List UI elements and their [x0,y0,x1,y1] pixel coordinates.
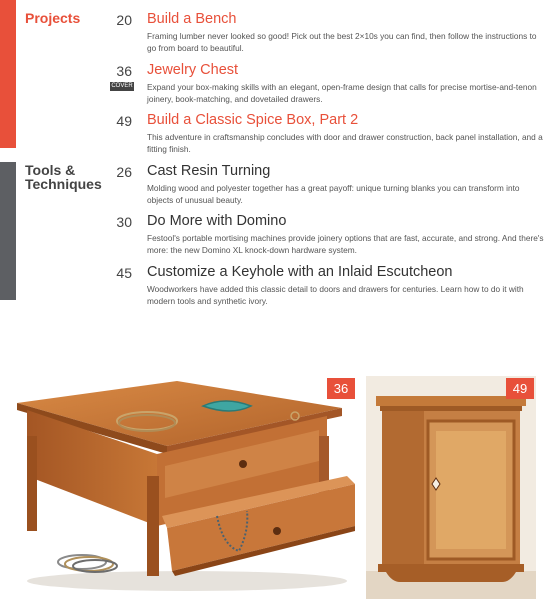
article-title[interactable]: Build a Bench [147,11,237,27]
article-title[interactable]: Build a Classic Spice Box, Part 2 [147,112,359,128]
spice-box-illustration [366,376,536,599]
article-description: This adventure in craftsmanship concludes with door and drawer construction, back panel installation, and a fitting finish. [147,132,543,154]
projects-section-bar [0,0,16,148]
article-title[interactable]: Do More with Domino [147,213,287,229]
cover-tag: COVER [111,83,133,89]
page-number: 30 [116,214,132,230]
page-number: 36 [116,63,132,79]
page-number: 20 [116,12,132,28]
article-description: Festool's portable mortising machines provide joinery options that are fast, accurate, and strong. And there's more: the new Domino XL knock-down hardware system. [147,233,544,255]
page-number: 26 [116,164,132,180]
page-number: 49 [116,113,132,129]
jewelry-chest-illustration [7,376,359,599]
tools-section-title: Tools & Techniques [25,162,102,192]
article-title[interactable]: Customize a Keyhole with an Inlaid Escutcheon [147,264,453,280]
article-title[interactable]: Cast Resin Turning [147,163,271,179]
article-description: Molding wood and polyester together has a great payoff: unique turning blanks you can transform into objects of unusual beauty. [147,183,520,205]
tools-section-bar [0,162,16,300]
projects-section-title: Projects [25,10,81,26]
article-description: Framing lumber never looked so good! Pick out the best 2×10s you can find, then follow the instructions to go from board to beautiful. [147,31,537,53]
page-badge: 49 [506,378,534,399]
article-description: Woodworkers have added this classic detail to doors and drawers for centuries. Learn how to do it with modern tools and synthetic ivory. [147,284,524,306]
jewelry-chest-photo [7,376,359,599]
page-number: 45 [116,265,132,281]
article-description: Expand your box-making skills with an elegant, open-frame design that calls for precise mortise-and-tenon joinery, book-matching, and dovetailed drawers. [147,82,537,104]
page-badge: 36 [327,378,355,399]
spice-box-photo [366,376,536,599]
article-title[interactable]: Jewelry Chest [147,62,239,78]
